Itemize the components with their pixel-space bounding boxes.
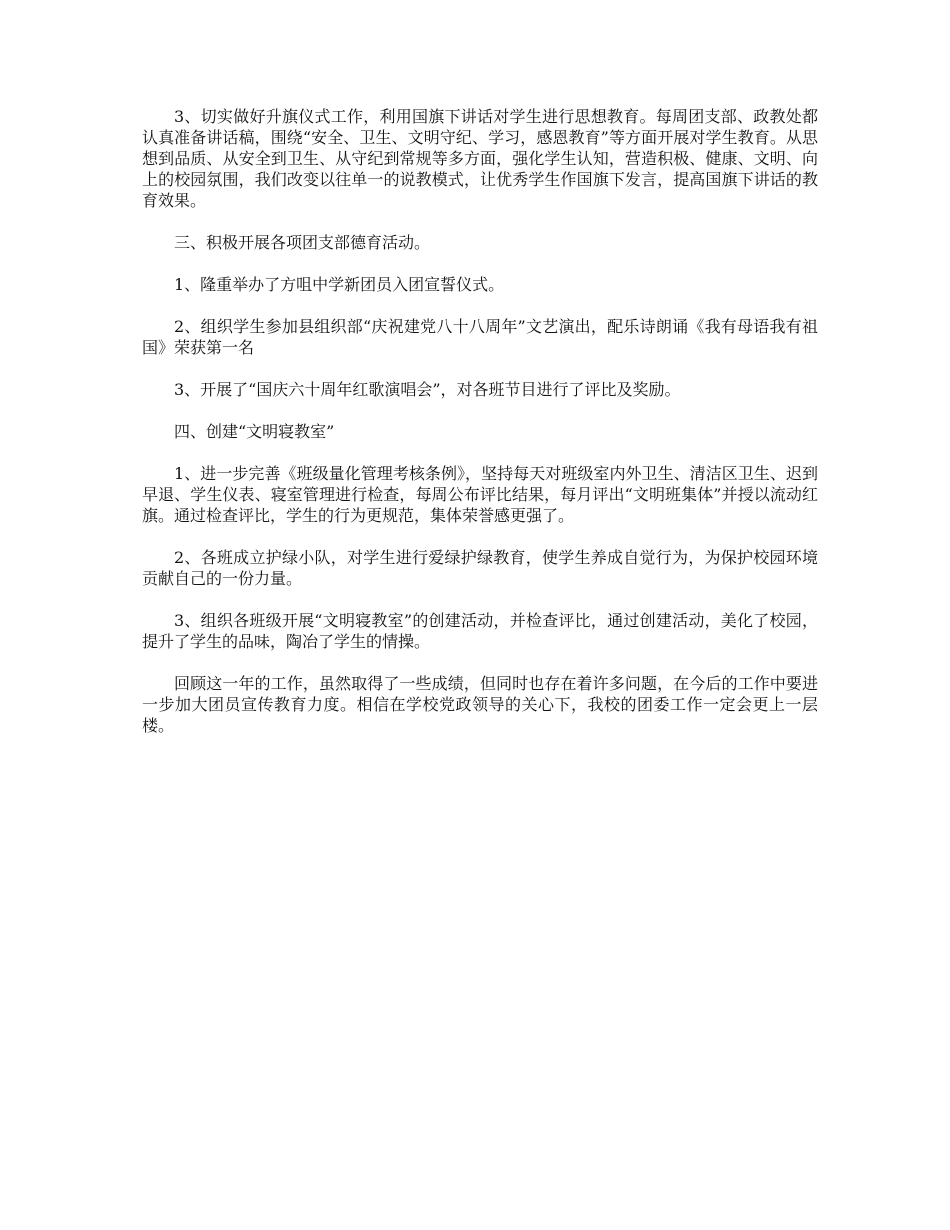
document-page	[142, 106, 818, 757]
paragraph-art-performance: 2、组织学生参加县组织部“庆祝建党八十八周年”文艺演出，配乐诗朗诵《我有母语我有祖国》荣获第一名	[142, 317, 818, 357]
paragraph-red-song-concert: 3、开展了“国庆六十周年红歌演唱会”，对各班节目进行了评比及奖励。	[174, 380, 681, 399]
heading-section-three: 三、积极开展各项团支部德育活动。	[174, 233, 431, 252]
paragraph-review-summary: 回顾这一年的工作，虽然取得了一些成绩，但同时也存在着许多问题，在今后的工作中要进一步加大团员宣传教育力度。相信在学校党政领导的关心下，我校的团委工作一定会更上一层楼。	[142, 674, 818, 735]
paragraph-oath-ceremony: 1、隆重举办了方咀中学新团员入团宣誓仪式。	[174, 275, 505, 294]
paragraph-green-team: 2、各班成立护绿小队，对学生进行爱绿护绿教育，使学生养成自觉行为，为保护校园环境贡献自己的一份力量。	[142, 548, 818, 588]
heading-section-four: 四、创建“文明寝教室”	[174, 422, 335, 441]
paragraph-flag-ceremony: 3、切实做好升旗仪式工作，利用国旗下讲话对学生进行思想教育。每周团支部、政教处都认真准备讲话稿，围绕“安全、卫生、文明守纪、学习，感恩教育”等方面开展对学生教育。从思想到品质、从安全到卫生、从守纪到常规等多方面，强化学生认知，营造积极、健康、文明、向上的校园氛围，我们改变以往单一的说教模式，让优秀学生作国旗下发言，提高国旗下讲话的教育效果。	[142, 107, 818, 210]
paragraph-civilized-dorm: 3、组织各班级开展“文明寝教室”的创建活动，并检查评比，通过创建活动，美化了校园，提升了学生的品味，陶冶了学生的情操。	[142, 611, 818, 651]
paragraph-class-management: 1、进一步完善《班级量化管理考核条例》，坚持每天对班级室内外卫生、清洁区卫生、迟到早退、学生仪表、寝室管理进行检查，每周公布评比结果，每月评出“文明班集体”并授以流动红旗。通过检查评比，学生的行为更规范，集体荣誉感更强了。	[142, 464, 818, 525]
